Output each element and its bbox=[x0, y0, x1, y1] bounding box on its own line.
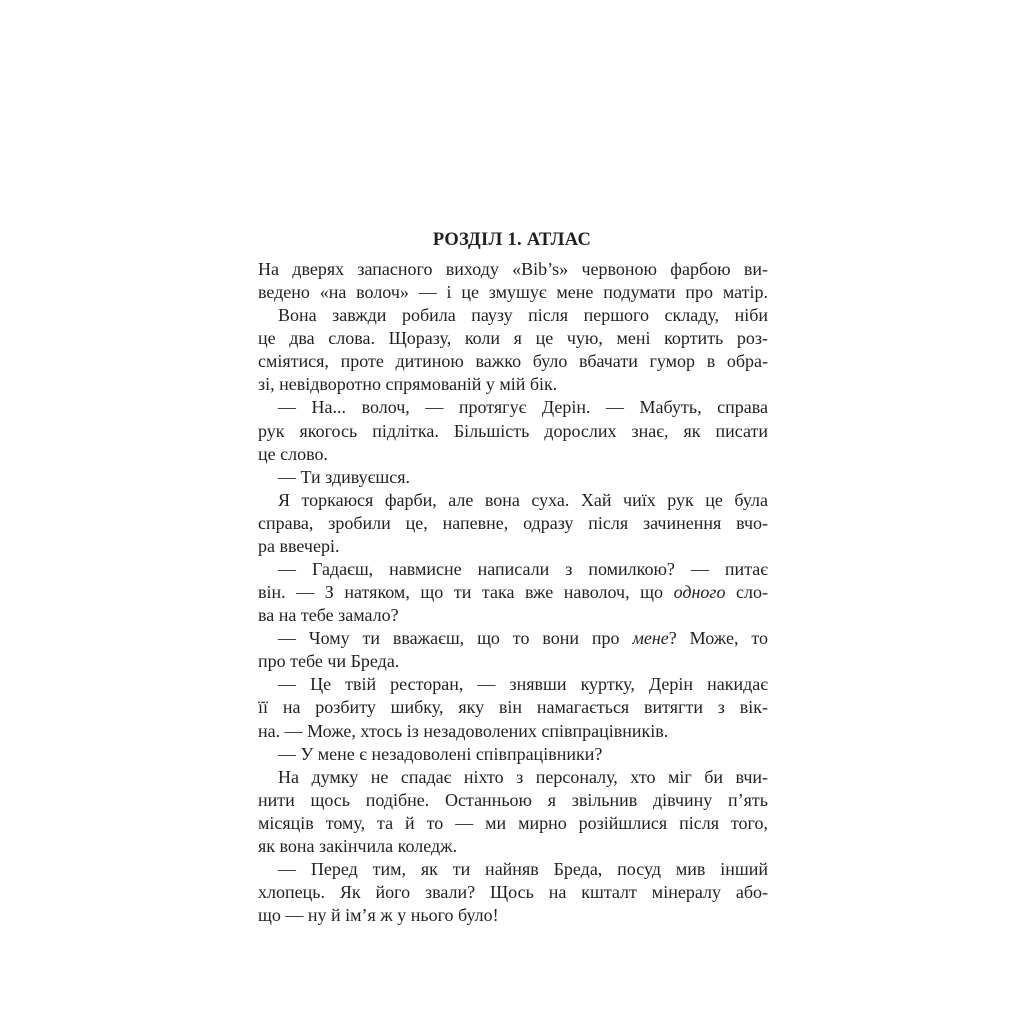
text-line bbox=[258, 373, 768, 396]
text-segment: Я торкаюся фарби, але вона суха. Хай чиїх рук це була bbox=[278, 489, 768, 510]
chapter-body-text bbox=[258, 258, 768, 927]
text-line bbox=[258, 858, 768, 881]
text-segment: на. — Може, хтось із незадоволених співпрацівників. bbox=[258, 720, 669, 741]
text-segment: ва на тебе замало? bbox=[258, 605, 399, 626]
text-line bbox=[258, 904, 768, 927]
text-segment: він. — З натяком, що ти така вже наволоч, що bbox=[258, 582, 674, 603]
text-segment: сміятися, проте дитиною важко було вбачати гумор в обра- bbox=[258, 351, 768, 372]
text-segment: справа, зробили це, напевне, одразу після зачинення вчо- bbox=[258, 512, 768, 533]
chapter-title: РОЗДІЛ 1. АТЛАС bbox=[432, 230, 592, 250]
text-segment: На думку не спадає ніхто з персоналу, хто міг би вчи- bbox=[278, 766, 768, 787]
text-segment: — На... волоч, — протягує Дерін. — Мабуть, справа bbox=[278, 397, 768, 418]
text-segment: нити щось подібне. Останньою я звільнив дівчину п’ять bbox=[258, 789, 768, 810]
text-line bbox=[258, 720, 768, 743]
text-segment: хлопець. Як його звали? Щось на кшталт мінералу або- bbox=[258, 882, 768, 903]
text-line bbox=[258, 443, 768, 466]
text-line bbox=[258, 650, 768, 673]
text-line bbox=[258, 420, 768, 443]
text-line bbox=[258, 466, 768, 489]
italic-emphasis: мене bbox=[632, 628, 669, 649]
text-segment: — Перед тим, як ти найняв Бреда, посуд мив інший bbox=[278, 859, 768, 880]
text-segment: як вона закінчила коледж. bbox=[258, 835, 458, 856]
text-segment: сло- bbox=[725, 582, 768, 603]
text-segment: На дверях запасного виходу «Bib’s» червоною фарбою ви- bbox=[258, 259, 768, 279]
text-line bbox=[258, 789, 768, 812]
text-segment: ? Може, то bbox=[668, 628, 768, 649]
text-segment: зі, невідворотно спрямованій у мій бік. bbox=[258, 374, 558, 395]
text-line bbox=[258, 766, 768, 789]
text-line bbox=[258, 489, 768, 512]
text-segment: це слово. bbox=[258, 443, 328, 464]
text-segment: — Ти здивуєшся. bbox=[278, 466, 410, 487]
text-line bbox=[258, 835, 768, 858]
text-line bbox=[258, 812, 768, 835]
text-segment: що — ну й ім’я ж у нього було! bbox=[258, 905, 499, 926]
text-line bbox=[258, 327, 768, 350]
text-line bbox=[258, 350, 768, 373]
text-line bbox=[258, 673, 768, 696]
text-line bbox=[258, 627, 768, 650]
text-line bbox=[258, 743, 768, 766]
text-segment: — Чому ти вважаєш, що то вони про bbox=[278, 628, 633, 649]
text-line bbox=[258, 535, 768, 558]
text-segment: — У мене є незадоволені співпрацівники? bbox=[278, 743, 603, 764]
text-segment: — Гадаєш, навмисне написали з помилкою? — питає bbox=[278, 559, 768, 580]
text-segment: Вона завжди робила паузу після першого складу, ніби bbox=[278, 305, 768, 326]
text-line bbox=[258, 396, 768, 419]
text-line bbox=[258, 558, 768, 581]
text-segment: її на розбиту шибку, яку він намагається витягти з вік- bbox=[258, 697, 768, 718]
text-segment: — Це твій ресторан, — знявши куртку, Дерін накидає bbox=[278, 674, 768, 695]
text-line bbox=[258, 881, 768, 904]
text-segment: ра ввечері. bbox=[258, 535, 340, 556]
text-line bbox=[258, 304, 768, 327]
text-segment: про тебе чи Бреда. bbox=[258, 651, 400, 672]
text-line bbox=[258, 604, 768, 627]
italic-emphasis: одного bbox=[673, 582, 726, 603]
text-line bbox=[258, 696, 768, 719]
text-segment: це два слова. Щоразу, коли я це чую, мені кортить роз- bbox=[258, 328, 768, 349]
text-segment: рук якогось підлітка. Більшість дорослих знає, як писати bbox=[258, 420, 768, 441]
text-segment: ведено «на волоч» — і це змушує мене подумати про матір. bbox=[258, 282, 768, 303]
text-line bbox=[258, 281, 768, 304]
text-line bbox=[258, 581, 768, 604]
text-line bbox=[258, 512, 768, 535]
text-line bbox=[258, 258, 768, 281]
text-segment: місяців тому, та й то — ми мирно розійшлися після того, bbox=[258, 812, 768, 833]
